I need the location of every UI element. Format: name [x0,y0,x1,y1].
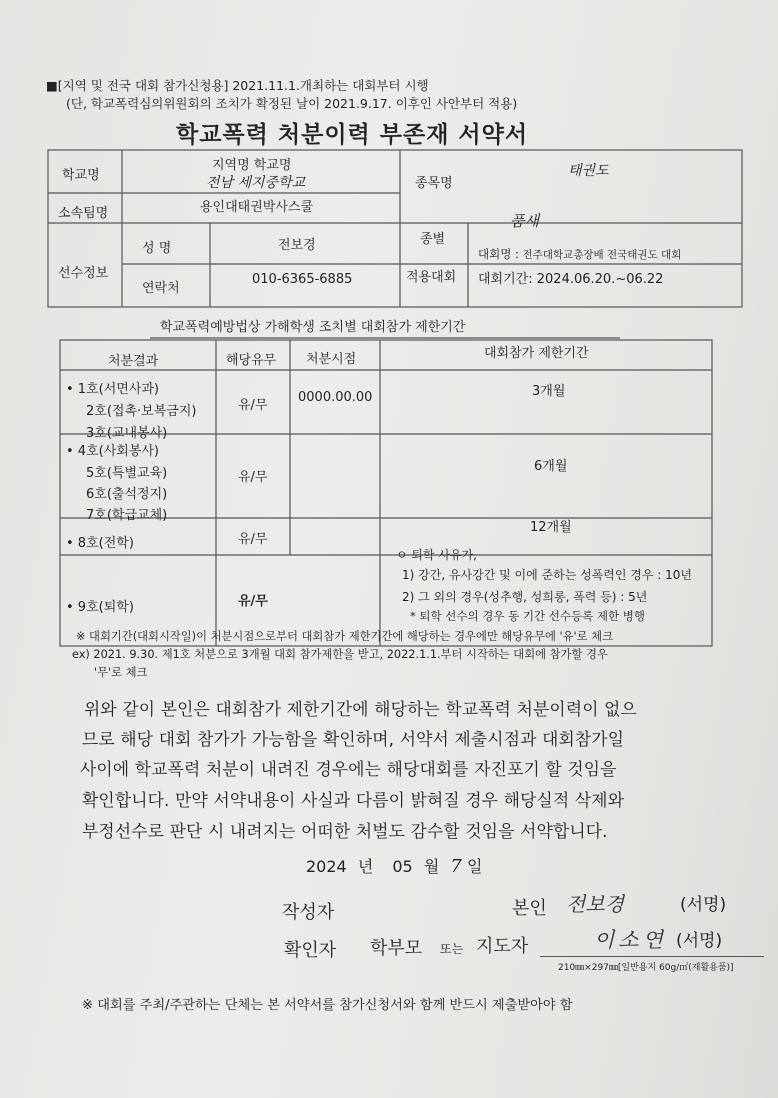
header-line-1: ■[지역 및 전국 대회 참가신청용] 2021.11.1.개최하는 대회부터 시행 [46,78,429,93]
pledge-line-5: 부정선수로 판단 시 내려지는 어떠한 처벌도 감수할 것임을 서약합니다. [82,821,608,841]
group2-period: 6개월 [534,459,568,474]
pledge-line-3: 사이에 학교폭력 처분이 내려진 경우에는 해당대회를 자진포기 할 것임을 [80,759,617,779]
date-day-label: 일 [466,857,483,876]
group4-item: • 9호(퇴학) [66,600,134,615]
col-yn: 해당유무 [226,353,277,368]
group2-item-3: 6호(출석정지) [86,487,168,502]
date-month-label: 월 [423,857,440,876]
confirmer-label: 확인자 [284,940,337,961]
sign-label-1: (서명) [680,895,727,915]
group1-item-3: 3호(교내봉사) [86,426,168,441]
footer-note: ※ 대회를 주최/주관하는 단체는 본 서약서를 참가신청서와 함께 반드시 제출받아야 함 [82,998,573,1013]
self-signature: 전보경 [566,892,624,916]
school-header: 지역명 학교명 [212,158,292,173]
restriction-title: 학교폭력예방법상 가해학생 조치별 대회참가 제한기간 [160,320,466,335]
school-value: 전남 세지중학교 [206,175,306,191]
apply-label: 적용대회 [406,270,457,285]
group1-period: 3개월 [532,384,566,399]
parent-label: 학부모 [370,938,423,959]
paper-spec: 210㎜×297㎜[일반용지 60g/㎡(재활용품)] [558,963,734,973]
competition-name-label: 대회명 : [478,247,519,261]
header-line-2: (단, 학교폭력심의위원회의 조치가 확정된 날이 2021.9.17. 이후인 사안부터 적용) [66,96,518,111]
pledge-line-4: 확인합니다. 만약 서약내용이 사실과 다름이 밝혀질 경우 해당실적 삭제와 [82,790,625,810]
group2-item-2: 5호(특별교육) [86,466,168,481]
team-value: 용인대태권박사스쿨 [200,200,314,215]
pledge-line-1: 위와 같이 본인은 대회참가 제한기간에 해당하는 학교폭력 처분이력이 없으 [84,699,638,719]
pledge-line-2: 므로 해당 대회 참가가 가능함을 확인하며, 서약서 제출시점과 대회참가일 [82,729,625,749]
group1-item-2: 2호(접촉·보복금지) [86,404,197,419]
self-label: 본인 [512,898,547,919]
date-year-label: 년 [357,857,374,876]
group2-item-1: • 4호(사회봉사) [66,444,160,459]
writer-label: 작성자 [282,902,335,923]
name-label: 성 명 [142,241,172,256]
group3-yn: 유/무 [238,532,268,547]
contact-label: 연락처 [142,281,180,296]
category-label: 종별 [420,232,446,247]
group4-period-line-1: ㅇ 퇴학 사유가, [396,548,477,562]
note-line-1: ※ 대회기간(대회시작일)이 처분시점으로부터 대회참가 제한기간에 해당하는 경우에만 해당유무에 '유'로 체크 [76,630,613,643]
date-day: 7 [450,856,462,877]
group3-period: 12개월 [530,520,572,535]
group1-date: 0000.00.00 [298,390,373,405]
event-value: 태권도 [568,163,609,179]
group2-item-4: 7호(학급교체) [86,508,168,523]
group1-yn: 유/무 [238,398,268,413]
sign-label-2: (서명) [676,931,723,951]
competition-period-value: 2024.06.20.~06.22 [536,272,664,287]
name-value: 전보경 [278,238,316,253]
group4-yn: 유/무 [238,594,268,609]
coach-label: 지도자 [476,936,529,957]
competition-name-value: 전주대학교총장배 전국태권도 대회 [522,249,682,261]
date-line [306,854,482,877]
competition-period-label: 대회기간: [478,272,533,287]
event-label: 종목명 [415,176,453,191]
spec-divider [540,956,764,957]
col-result: 처분결과 [108,354,159,369]
group4-period-line-2: 1) 강간, 유사강간 및 이에 준하는 성폭력인 경우 : 10년 [402,568,693,582]
coach-signature: 이소연 [594,928,667,952]
note-line-2: ex) 2021. 9.30. 제1호 처분으로 3개월 대회 참가제한을 받고, 2022.1.1.부터 시작하는 대회에 참가할 경우 [72,648,608,661]
group2-yn: 유/무 [238,470,268,485]
contact-value: 010-6365-6885 [252,272,353,287]
team-label: 소속팀명 [58,206,109,221]
col-date: 처분시점 [306,352,357,367]
date-month: 05 [392,857,413,876]
school-label: 학교명 [62,168,100,183]
note-line-3: '무'로 체크 [94,666,148,679]
group4-period-line-4: * 퇴학 선수의 경우 동 기간 선수등록 제한 병행 [410,609,645,623]
date-year: 2024 [306,857,347,876]
group4-period-line-3: 2) 그 외의 경우(성추행, 성희롱, 폭력 등) : 5년 [402,590,648,604]
athlete-label: 선수정보 [58,266,109,281]
or-label: 또는 [440,942,464,956]
group3-item: • 8호(전학) [66,536,134,551]
group1-item-1: • 1호(서면사과) [66,382,160,397]
category-value: 품새 [510,212,539,230]
document-title: 학교폭력 처분이력 부존재 서약서 [176,122,529,148]
col-period: 대회참가 제한기간 [484,346,589,361]
